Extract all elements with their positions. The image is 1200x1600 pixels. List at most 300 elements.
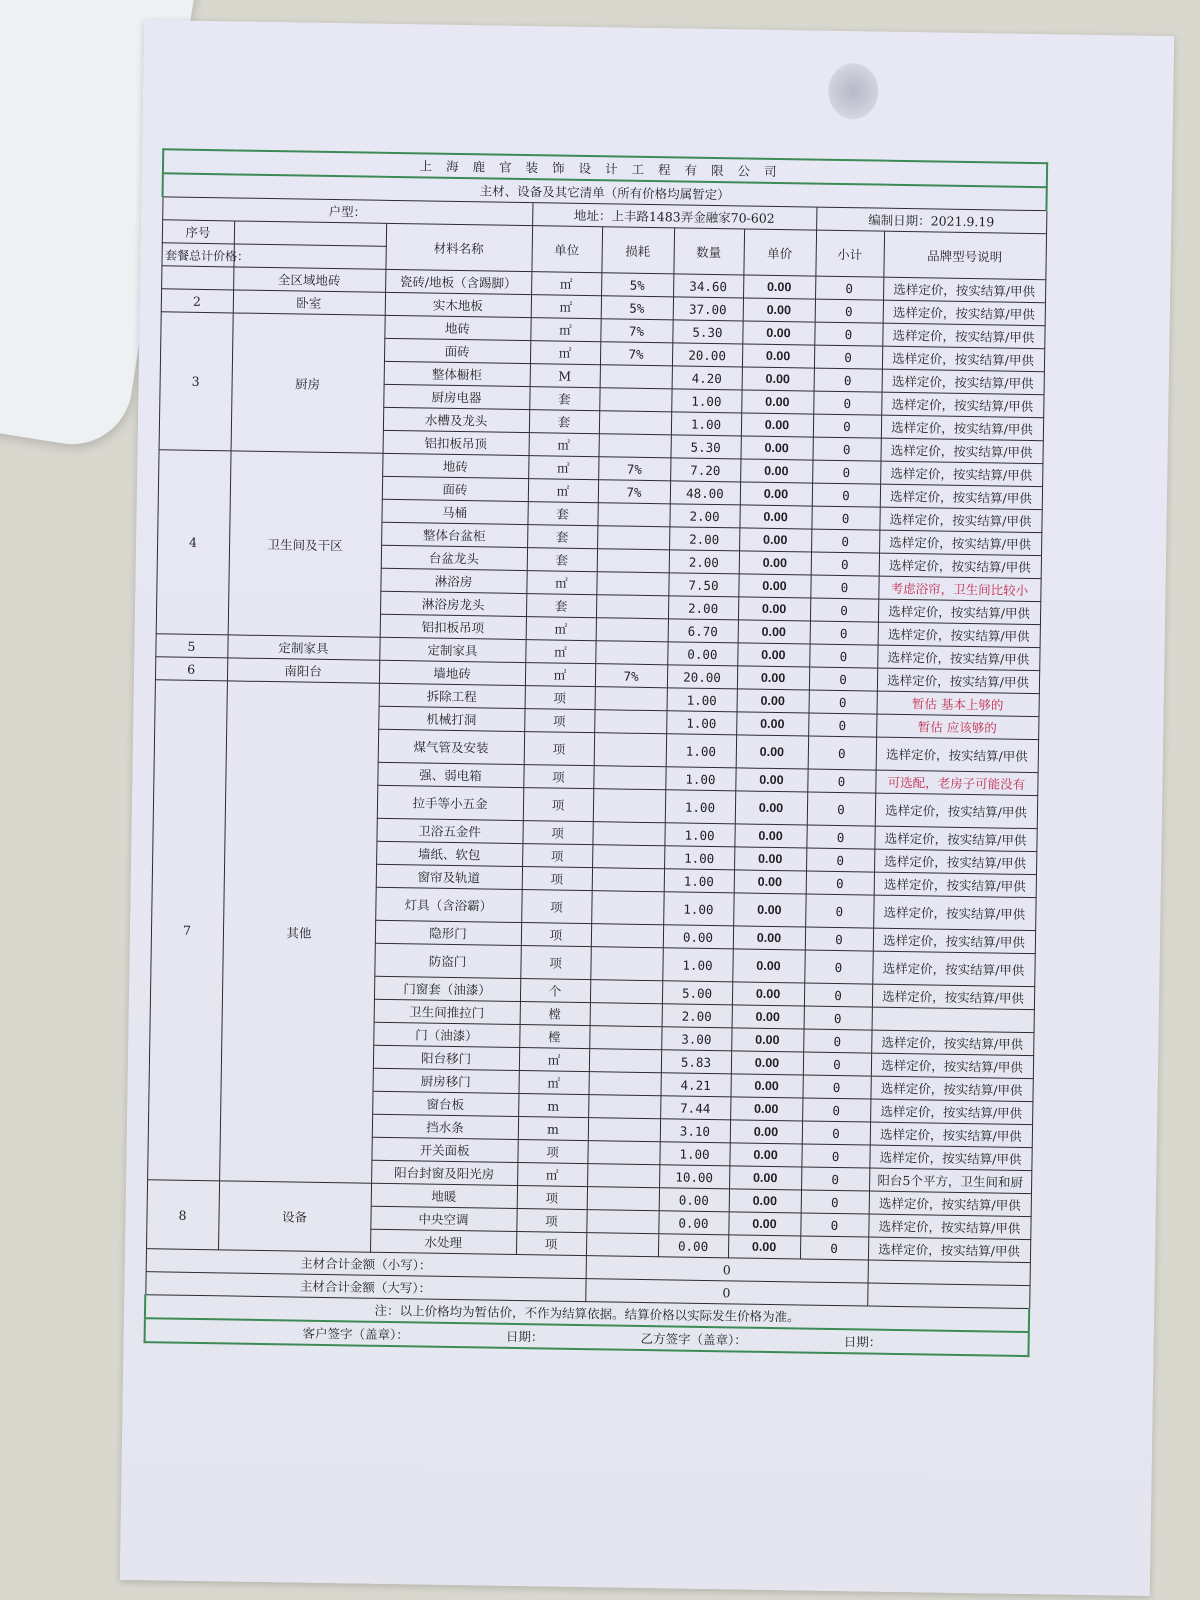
unit: ㎡ [531, 295, 601, 319]
unit-price: 0.00 [730, 1120, 802, 1144]
loss [599, 411, 671, 435]
party-b-signature-label: 乙方签字（盖章）： [640, 1330, 747, 1348]
quantity: 1.00 [666, 734, 737, 768]
unit-price: 0.00 [728, 1212, 800, 1236]
unit: 套 [529, 410, 599, 434]
loss [592, 868, 664, 892]
brand-note: 选样定价，按实结算/甲供 [875, 793, 1038, 829]
group-seq: 6 [155, 657, 227, 681]
unit: ㎡ [528, 479, 598, 503]
subtotal: 0 [811, 506, 879, 530]
subtotal: 0 [808, 713, 876, 737]
loss [596, 595, 668, 619]
loss [587, 1141, 659, 1165]
quantity: 37.00 [673, 297, 743, 321]
unit-price: 0.00 [743, 298, 815, 322]
unit-price: 0.00 [737, 666, 809, 690]
loss: 5% [601, 273, 673, 297]
loss [597, 549, 669, 573]
brand-note: 选样定价，按实结算/甲供 [882, 323, 1044, 349]
loss [600, 365, 672, 389]
loss [592, 845, 664, 869]
material-name: 窗帘及轨道 [376, 864, 522, 889]
unit: 项 [524, 709, 594, 733]
unit: 项 [521, 923, 591, 947]
header-loss: 损耗 [601, 227, 674, 274]
material-name: 马桶 [381, 499, 527, 524]
unit: ㎡ [517, 1163, 587, 1187]
loss [595, 641, 667, 665]
group-seq: 5 [155, 634, 227, 658]
subtotal: 0 [807, 769, 875, 793]
loss [586, 1233, 658, 1257]
loss: 7% [600, 342, 672, 366]
brand-note: 选样定价，按实结算/甲供 [871, 1053, 1033, 1079]
unit: 项 [517, 1140, 587, 1164]
subtotal: 0 [815, 299, 883, 323]
brand-note: 选样定价，按实结算/甲供 [882, 346, 1044, 372]
loss: 7% [600, 319, 672, 343]
group-area: 定制家具 [227, 635, 379, 660]
loss: 7% [595, 664, 667, 688]
loss: 7% [598, 480, 670, 504]
unit: 项 [521, 890, 592, 924]
loss [594, 710, 666, 734]
subtotal: 0 [805, 894, 874, 928]
unit: 个 [520, 979, 590, 1003]
brand-note: 选样定价，按实结算/甲供 [868, 1214, 1030, 1240]
brand-note: 考虑浴帘，卫生间比较小 [878, 576, 1040, 602]
quantity: 1.00 [667, 688, 737, 712]
brand-note: 选样定价，按实结算/甲供 [880, 438, 1042, 464]
brand-note: 暂估 基本上够的 [877, 691, 1039, 717]
subtotal: 0 [808, 736, 877, 770]
brand-note: 选样定价，按实结算/甲供 [873, 928, 1035, 954]
group-seq: 3 [159, 312, 233, 451]
loss: 7% [598, 457, 670, 481]
material-name: 隐形门 [375, 920, 521, 945]
quantity: 1.00 [666, 711, 736, 735]
material-name: 拉手等小五金 [377, 785, 524, 820]
quantity: 1.00 [671, 389, 741, 413]
brand-note: 选样定价，按实结算/甲供 [874, 826, 1036, 852]
unit-price: 0.00 [735, 768, 807, 792]
header-subtotal: 小计 [815, 230, 884, 277]
unit-price: 0.00 [739, 505, 811, 529]
material-name: 厨房电器 [383, 384, 529, 409]
quantity: 2.00 [668, 596, 738, 620]
unit-price: 0.00 [735, 791, 808, 825]
loss [592, 822, 664, 846]
quantity: 0.00 [658, 1211, 728, 1235]
subtotal: 0 [814, 345, 882, 369]
unit-price: 0.00 [743, 275, 815, 299]
material-name: 门窗套（油漆） [374, 976, 520, 1001]
subtotal: 0 [815, 276, 883, 300]
loss [587, 1187, 659, 1211]
subtotal: 0 [806, 871, 874, 895]
client-signature-label: 客户签字（盖章）： [302, 1325, 409, 1343]
loss [588, 1072, 660, 1096]
compile-date: 编制日期：2021.9.19 [816, 207, 1046, 234]
subtotal: 0 [804, 983, 872, 1007]
group-area: 全区域地砖 [233, 267, 385, 292]
loss: 5% [601, 296, 673, 320]
quantity: 0.00 [659, 1188, 729, 1212]
subtotal: 0 [811, 529, 879, 553]
subtotal: 0 [801, 1167, 869, 1191]
loss [590, 980, 662, 1004]
material-name: 开关面板 [371, 1137, 517, 1162]
material-name: 煤气管及安装 [378, 729, 525, 764]
material-name: 淋浴房龙头 [380, 591, 526, 616]
unit-price: 0.00 [732, 1005, 804, 1029]
quantity: 20.00 [667, 665, 737, 689]
brand-note [872, 1007, 1034, 1033]
subtotal: 0 [810, 621, 878, 645]
brand-note: 选样定价，按实结算/甲供 [883, 277, 1045, 303]
unit-price: 0.00 [733, 893, 806, 927]
brand-note: 选样定价，按实结算/甲供 [880, 461, 1042, 487]
group-seq [161, 266, 233, 290]
quantity: 2.00 [662, 1004, 732, 1028]
unit-price: 0.00 [736, 712, 808, 736]
unit-price: 0.00 [733, 926, 805, 950]
material-name: 瓷砖/地板（含踢脚） [385, 269, 531, 294]
subtotal: 0 [800, 1213, 868, 1237]
brand-note: 选样定价，按实结算/甲供 [868, 1237, 1030, 1263]
group-area: 卫生间及干区 [228, 451, 383, 637]
material-name: 强、弱电箱 [377, 762, 523, 787]
material-name: 门（油漆） [373, 1022, 519, 1047]
unit: ㎡ [518, 1071, 588, 1095]
material-name: 厨房移门 [373, 1068, 519, 1093]
brand-note: 暂估 应该够的 [876, 714, 1038, 740]
loss [593, 766, 665, 790]
material-name: 阳台移门 [373, 1045, 519, 1070]
quantity: 7.20 [670, 458, 740, 482]
subtotal: 0 [802, 1121, 870, 1145]
subtotal: 0 [802, 1098, 870, 1122]
subtotal: 0 [800, 1236, 868, 1260]
unit: 樘 [519, 1025, 589, 1049]
quantity: 2.00 [669, 527, 739, 551]
brand-note: 选样定价，按实结算/甲供 [871, 1030, 1033, 1056]
unit-price: 0.00 [742, 344, 814, 368]
unit-price: 0.00 [738, 574, 810, 598]
document-page [120, 20, 1174, 1596]
unit-price: 0.00 [729, 1143, 801, 1167]
unit-price: 0.00 [734, 870, 806, 894]
subtotal: 0 [810, 598, 878, 622]
group-seq: 4 [156, 450, 231, 635]
quantity: 1.00 [664, 823, 734, 847]
loss [595, 687, 667, 711]
quantity: 1.00 [664, 846, 734, 870]
subtotal: 0 [801, 1144, 869, 1168]
brand-note: 选样定价，按实结算/甲供 [869, 1191, 1031, 1217]
brand-note: 阳台5个平方，卫生间和厨 [869, 1168, 1031, 1194]
subtotal: 0 [812, 460, 880, 484]
quantity: 5.83 [661, 1050, 731, 1074]
header-unit: 单位 [531, 226, 602, 273]
quantity: 5.30 [672, 320, 742, 344]
unit: 项 [522, 867, 592, 891]
unit: 项 [517, 1186, 587, 1210]
subtotal: 0 [813, 391, 881, 415]
brand-note: 选样定价，按实结算/甲供 [878, 599, 1040, 625]
total-small-label: 主材合计金额（小写）： [146, 1249, 586, 1279]
material-name: 中央空调 [370, 1206, 516, 1231]
material-name: 地暖 [371, 1183, 517, 1208]
brand-note: 选样定价，按实结算/甲供 [869, 1145, 1031, 1171]
document-title: 主材、设备及其它清单（所有价格均属暂定） [163, 173, 1047, 210]
unit: ㎡ [531, 272, 601, 296]
material-name: 整体橱柜 [384, 361, 530, 386]
header-area [234, 221, 386, 246]
unit: ㎡ [519, 1048, 589, 1072]
unit-price: 0.00 [737, 643, 809, 667]
unit-price: 0.00 [741, 390, 813, 414]
unit-price: 0.00 [732, 982, 804, 1006]
material-name: 整体台盆柜 [381, 522, 527, 547]
unit-price: 0.00 [738, 597, 810, 621]
quantity: 0.00 [658, 1234, 728, 1258]
quantity: 34.60 [673, 274, 743, 298]
group-area: 设备 [218, 1181, 371, 1252]
header-material: 材料名称 [385, 223, 532, 271]
material-name: 水处理 [370, 1229, 516, 1254]
loss [597, 503, 669, 527]
quantity: 2.00 [669, 550, 739, 574]
material-name: 阳台封窗及阳光房 [371, 1160, 517, 1185]
brand-note: 选样定价，按实结算/甲供 [873, 895, 1036, 931]
material-name: 面砖 [384, 338, 530, 363]
unit-price: 0.00 [742, 321, 814, 345]
quantity: 20.00 [672, 343, 742, 367]
group-area: 南阳台 [227, 658, 379, 683]
unit: 项 [522, 844, 592, 868]
loss [588, 1118, 660, 1142]
unit: ㎡ [528, 456, 598, 480]
brand-note: 选样定价，按实结算/甲供 [872, 984, 1034, 1010]
unit: ㎡ [525, 640, 595, 664]
loss [599, 434, 671, 458]
brand-note: 选样定价，按实结算/甲供 [880, 484, 1042, 510]
brand-note: 选样定价，按实结算/甲供 [881, 392, 1043, 418]
loss [590, 1003, 662, 1027]
company-name: 上海鹿官装饰设计工程有限公司 [163, 149, 1047, 187]
unit: ㎡ [526, 571, 596, 595]
unit: 项 [516, 1209, 586, 1233]
brand-note: 选样定价，按实结算/甲供 [881, 415, 1043, 441]
material-name: 水槽及龙头 [383, 407, 529, 432]
unit-price: 0.00 [734, 824, 806, 848]
client-date-label: 日期： [505, 1328, 544, 1345]
subtotal: 0 [809, 644, 877, 668]
loss [589, 1026, 661, 1050]
material-name: 窗台板 [372, 1091, 518, 1116]
brand-note: 选样定价，按实结算/甲供 [877, 645, 1039, 671]
subtotal: 0 [812, 437, 880, 461]
loss [596, 618, 668, 642]
address: 地址：上丰路1483弄金融家70-602 [532, 203, 816, 230]
subtotal: 0 [805, 927, 873, 951]
brand-note: 选样定价，按实结算/甲供 [882, 369, 1044, 395]
subtotal: 0 [809, 667, 877, 691]
quantity: 7.44 [660, 1096, 730, 1120]
unit: 樘 [520, 1002, 590, 1026]
subtotal: 0 [803, 1052, 871, 1076]
material-name: 实木地板 [385, 292, 531, 317]
quantity: 5.00 [662, 981, 732, 1005]
material-name: 地砖 [382, 453, 528, 478]
material-name: 铝扣板吊项 [380, 614, 526, 639]
group-area: 其他 [219, 681, 379, 1183]
material-name: 铝扣板吊顶 [383, 430, 529, 455]
subtotal: 0 [802, 1075, 870, 1099]
quantity: 4.20 [672, 366, 742, 390]
subtotal: 0 [807, 792, 876, 826]
material-name: 拆除工程 [379, 683, 525, 708]
group-seq: 8 [146, 1180, 219, 1250]
material-name: 卫生间推拉门 [374, 999, 520, 1024]
party-b-date-label: 日期： [843, 1334, 882, 1350]
unit-price: 0.00 [734, 847, 806, 871]
quantity: 1.00 [671, 412, 741, 436]
material-name: 机械打洞 [378, 706, 524, 731]
subtotal: 0 [812, 483, 880, 507]
unit: 套 [529, 387, 599, 411]
unit: 项 [525, 686, 595, 710]
subtotal: 0 [811, 552, 879, 576]
quantity: 4.21 [660, 1073, 730, 1097]
unit-price: 0.00 [739, 551, 811, 575]
unit: 套 [527, 525, 597, 549]
unit-price: 0.00 [729, 1189, 801, 1213]
loss [594, 733, 667, 767]
loss [593, 789, 666, 823]
subtotal: 0 [814, 368, 882, 392]
unit-price: 0.00 [739, 528, 811, 552]
brand-note: 选样定价，按实结算/甲供 [879, 553, 1041, 579]
unit-price: 0.00 [731, 1028, 803, 1052]
material-name: 防盗门 [374, 943, 521, 978]
unit: M [530, 364, 600, 388]
loss [599, 388, 671, 412]
unit-price: 0.00 [742, 367, 814, 391]
total-small-value: 0 [586, 1256, 868, 1283]
material-name: 挡水条 [372, 1114, 518, 1139]
material-name: 墙地砖 [379, 660, 525, 685]
subtotal: 0 [810, 575, 878, 599]
quantity: 7.50 [668, 573, 738, 597]
subtotal: 0 [809, 690, 877, 714]
unit: ㎡ [530, 341, 600, 365]
unit-price: 0.00 [730, 1074, 802, 1098]
loss [597, 526, 669, 550]
material-name: 台盆龙头 [381, 545, 527, 570]
brand-note: 可选配，老房子可能没有 [875, 770, 1037, 796]
loss [587, 1164, 659, 1188]
material-name: 面砖 [382, 476, 528, 501]
quantity: 0.00 [663, 925, 733, 949]
quantity: 6.70 [668, 619, 738, 643]
unit: ㎡ [530, 318, 600, 342]
quantity: 48.00 [670, 481, 740, 505]
unit: ㎡ [525, 663, 595, 687]
quantity: 3.10 [660, 1119, 730, 1143]
unit: 套 [527, 548, 597, 572]
subtotal: 0 [803, 1029, 871, 1053]
unit-price: 0.00 [741, 413, 813, 437]
unit: 项 [522, 821, 592, 845]
unit: 项 [516, 1231, 586, 1255]
loss [596, 572, 668, 596]
subtotal: 0 [801, 1190, 869, 1214]
material-name: 灯具（含浴霸） [375, 887, 522, 922]
unit-price: 0.00 [740, 436, 812, 460]
unit: ㎡ [526, 617, 596, 641]
quantity: 1.00 [663, 892, 734, 926]
unit: 套 [527, 502, 597, 526]
brand-note: 选样定价，按实结算/甲供 [878, 622, 1040, 648]
quantity: 1.00 [662, 948, 733, 982]
loss [588, 1095, 660, 1119]
quantity: 10.00 [659, 1165, 729, 1189]
subtotal: 0 [813, 414, 881, 438]
header-package: 套餐总计价格： [161, 243, 233, 267]
unit-price: 0.00 [730, 1097, 802, 1121]
group-area: 厨房 [231, 313, 385, 453]
brand-note: 选样定价，按实结算/甲供 [870, 1122, 1032, 1148]
group-seq: 2 [161, 289, 233, 313]
loss [590, 947, 663, 981]
header-seq: 序号 [162, 220, 234, 244]
header-brand: 品牌型号说明 [883, 231, 1046, 280]
loss [589, 1049, 661, 1073]
unit-price: 0.00 [731, 1051, 803, 1075]
header-qty: 数量 [673, 228, 744, 275]
unit: 项 [523, 788, 594, 822]
price-remark: 注：以上价格均为暂估价，不作为结算依据。结算价格以实际发生价格为准。 [145, 1295, 1029, 1332]
subtotal: 0 [806, 848, 874, 872]
unit: 套 [526, 594, 596, 618]
unit: 项 [520, 946, 591, 980]
unit-price: 0.00 [728, 1235, 800, 1259]
quantity: 3.00 [661, 1027, 731, 1051]
materials-table [144, 148, 1049, 1357]
subtotal: 0 [804, 1006, 872, 1030]
brand-note: 选样定价，按实结算/甲供 [872, 951, 1035, 987]
unit: 项 [524, 732, 595, 766]
unit-price: 0.00 [729, 1166, 801, 1190]
unit-price: 0.00 [737, 689, 809, 713]
quantity: 0.00 [667, 642, 737, 666]
brand-note: 选样定价，按实结算/甲供 [879, 530, 1041, 556]
material-name: 淋浴房 [380, 568, 526, 593]
loss [591, 924, 663, 948]
group-seq: 7 [147, 680, 227, 1181]
house-type-label: 户型： [162, 197, 532, 226]
group-area: 卧室 [233, 290, 385, 315]
brand-note: 选样定价，按实结算/甲供 [879, 507, 1041, 533]
brand-note: 选样定价，按实结算/甲供 [874, 849, 1036, 875]
brand-note: 选样定价，按实结算/甲供 [877, 668, 1039, 694]
brand-note: 选样定价，按实结算/甲供 [876, 737, 1039, 773]
quantity: 2.00 [669, 504, 739, 528]
quantity: 1.00 [665, 790, 736, 824]
